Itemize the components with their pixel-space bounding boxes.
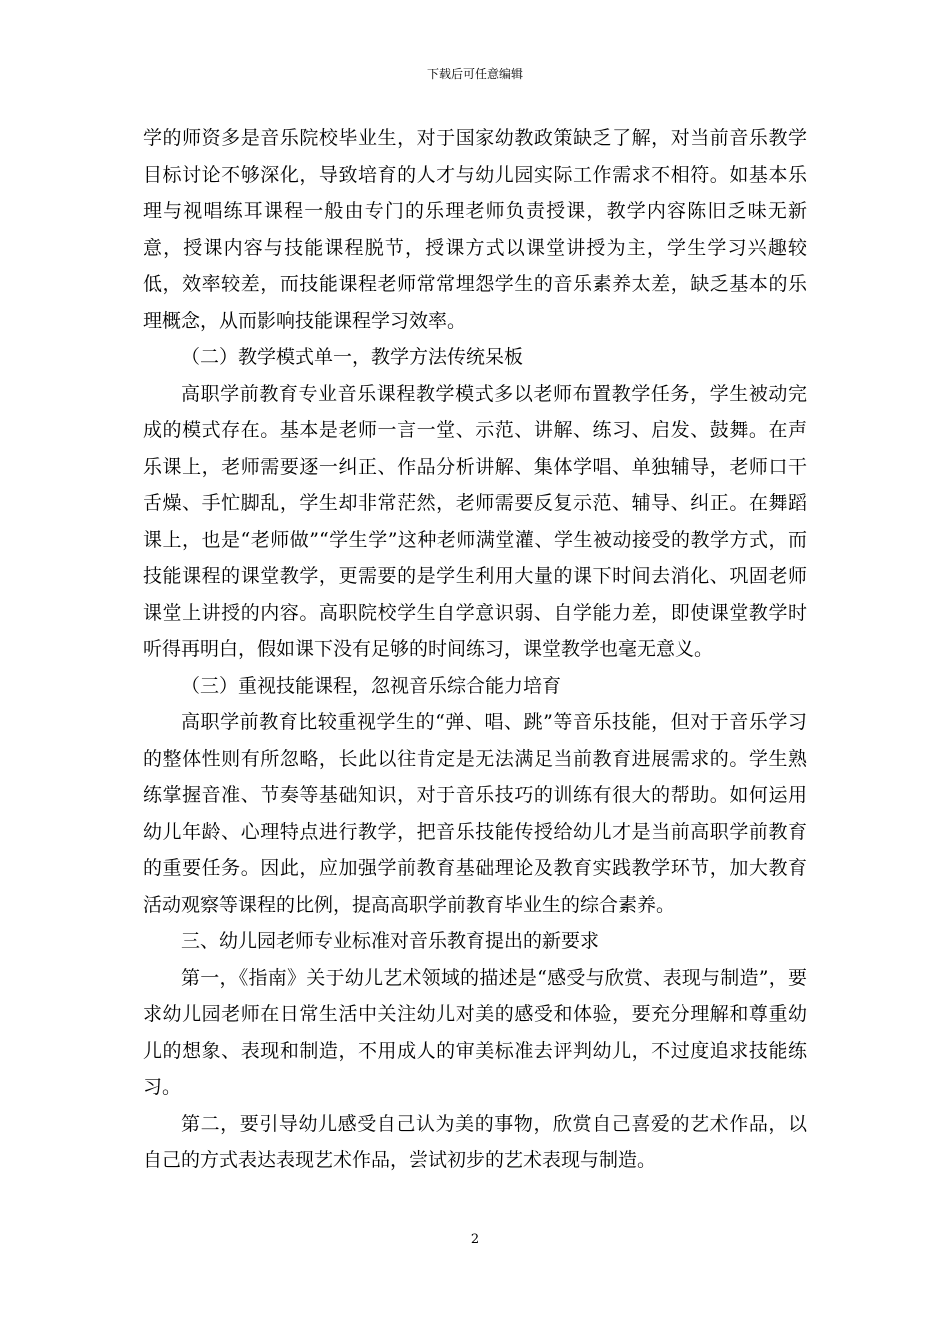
document-body bbox=[143, 120, 807, 1179]
body-paragraph: 高职学前教育比较重视学生的“弹、唱、跳”等音乐技能，但对于音乐学习的整体性则有所忽略，长此以往肯定是无法满足当前教育进展需求的。学生熟练掌握音准、节奏等基础知识，对于音乐技巧的训练有很大的帮助。如何运用幼儿年龄、心理特点进行教学，把音乐技能传授给幼儿才是当前高职学前教育的重要任务。因此，应加强学前教育基础理论及教育实践教学环节，加大教育活动观察等课程的比例，提高高职学前教育毕业生的综合素养。 bbox=[143, 711, 807, 916]
section-heading: （二）教学模式单一，教学方法传统呆板 bbox=[181, 346, 524, 368]
body-paragraph: 第二，要引导幼儿感受自己认为美的事物，欣赏自己喜爱的艺术作品，以自己的方式表达表现艺术作品，尝试初步的艺术表现与制造。 bbox=[143, 1112, 807, 1171]
page-header: 下载后可任意编辑 bbox=[426, 67, 523, 81]
section-heading: 三、幼儿园老师专业标准对音乐教育提出的新要求 bbox=[181, 930, 600, 952]
section-heading: （三）重视技能课程，忽视音乐综合能力培育 bbox=[181, 674, 562, 697]
body-paragraph: 第一，《指南》关于幼儿艺术领域的描述是“感受与欣赏、表现与制造”，要求幼儿园老师在日常生活中关注幼儿对美的感受和体验，要充分理解和尊重幼儿的想象、表现和制造，不用成人的审美标准去评判幼儿，不过度追求技能练习。 bbox=[143, 966, 807, 1098]
body-paragraph: 高职学前教育专业音乐课程教学模式多以老师布置教学任务，学生被动完成的模式存在。基本是老师一言一堂、示范、讲解、练习、启发、鼓舞。在声乐课上，老师需要逐一纠正、作品分析讲解、集体学唱、单独辅导，老师口干舌燥、手忙脚乱，学生却非常茫然，老师需要反复示范、辅导、纠正。在舞蹈课上，也是“老师做”“学生学”这种老师满堂灌、学生被动接受的教学方式，而技能课程的课堂教学，更需要的是学生利用大量的课下时间去消化、巩固老师课堂上讲授的内容。高职院校学生自学意识弱、自学能力差，即使课堂教学时听得再明白，假如课下没有足够的时间练习，课堂教学也毫无意义。 bbox=[143, 382, 807, 660]
body-paragraph: 学的师资多是音乐院校毕业生，对于国家幼教政策缺乏了解，对当前音乐教学目标讨论不够深化，导致培育的人才与幼儿园实际工作需求不相符。如基本乐理与视唱练耳课程一般由专门的乐理老师负责授课，教学内容陈旧乏味无新意，授课内容与技能课程脱节，授课方式以课堂讲授为主，学生学习兴趣较低，效率较差，而技能课程老师常常埋怨学生的音乐素养太差，缺乏基本的乐理概念，从而影响技能课程学习效率。 bbox=[143, 127, 807, 332]
page-number: 2 bbox=[470, 1232, 480, 1247]
